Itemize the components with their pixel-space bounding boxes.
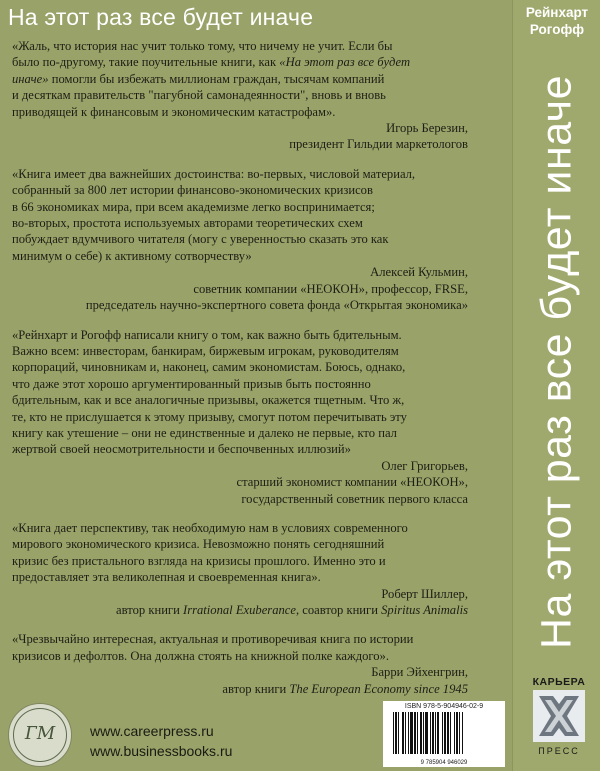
quote-line: корпораций, чиновникам и, наконец, самим экономистам. Боюсь, однако, [12,360,406,375]
quote-line: книгу как утешение – они не единственные и далеко не первые, кто пал [12,425,397,440]
barcode-bar [435,712,436,754]
quote-line: в 66 экономиках мира, при всем академизме легко воспринимается; [12,199,375,214]
quote-line: «Жаль, что история нас учит только тому, что ничему не учит. Если бы [12,39,393,53]
back-cover-title: На этот раз все будет иначе [8,4,314,30]
quote-line: что даже этот хорошо аргументированный призыв быть постоянно [12,376,371,391]
isbn-text: ISBN 978-5-904946-02-9 [404,703,484,710]
attribution-title: автор книги The European Economy since 1945 [222,681,468,696]
quote-grigoriev [12,327,502,507]
quote-attribution [12,120,502,153]
barcode-bar [450,712,451,754]
barcode-bar [423,712,424,754]
quote-line: те, кто не прислушается к этому призыву, смогут потом перечитывать эту [12,409,407,424]
quote-kulmin [12,166,502,314]
spine-author-1: Рейнхарт [525,5,589,20]
quote-attribution [12,664,502,697]
quote-text [12,520,502,586]
guild-seal-logo [8,703,72,767]
quote-line: «Книга дает перспективу, так необходимую нам в условиях современного [12,520,408,535]
barcode-bar [459,712,460,754]
publisher-mark-icon [533,690,585,742]
attribution-name: Барри Эйхенгрин, [371,665,468,680]
attribution-title: советник компании «НЕОКОН», профессор, FRSE, [193,281,468,296]
quote-line: приводящей к финансовым и экономическим катастрофам». [12,104,336,119]
attribution-title: государственный советник первого класса [241,491,468,506]
attribution-name: Алексей Кульмин, [370,265,468,280]
barcode-bar [442,712,443,754]
quote-line: было по-другому, такие поучительные книги, как «На этот раз все будет [12,55,411,70]
website-links [90,721,232,761]
quote-line: «Чрезвычайно интересная, актуальная и противоречивая книга по истории [12,632,414,647]
attribution-name: Олег Григорьев, [381,458,468,473]
quote-line: иначе» помогли бы избежать миллионам граждан, тысячам компаний [12,71,385,86]
barcode-bar [456,712,458,754]
quote-text [12,166,502,264]
barcode-bar [398,712,399,754]
barcode-bar [414,712,416,754]
quote-line: мирового экономического кризиса. Невозможно понять сегодняшний [12,537,385,552]
spine-title: На этот раз все будет иначе [532,75,581,649]
barcode-bar [444,712,446,754]
publisher-logo [529,676,589,766]
barcode-bar [420,712,422,754]
barcode-bar [393,712,394,754]
attribution-title: председатель научно-экспертного совета фонда «Открытая экономика» [85,298,468,313]
quote-line: Важно всем: инвесторам, банкирам, биржевым игрокам, руководителям [12,343,399,358]
quote-text [12,631,502,664]
isbn-barcode [383,701,505,767]
url-businessbooks: www.businessbooks.ru [90,743,233,759]
seal-monogram: ГМ [24,723,56,744]
attribution-title: старший экономист компании «НЕОКОН», [236,475,468,490]
url-careerpress: www.careerpress.ru [90,723,214,739]
barcode-bar [432,712,434,754]
attribution-title: автор книги Irrational Exuberance, соавтор книги Spiritus Animalis [116,603,468,617]
barcode-bar [437,712,439,754]
quote-line: собранный за 800 лет истории финансово-экономических кризисов [12,183,373,198]
quote-shiller [12,520,502,618]
barcode-bar [405,712,406,754]
quote-text [12,327,502,458]
quote-line: побуждает вдумчивого читателя (могу с уверенностью сказать это как [12,232,389,247]
barcode-bars [391,712,497,758]
quote-line: кризисов и дефолтов. Она должна стоять на книжной полке каждого». [12,648,390,663]
quote-line: «Рейнхарт и Рогофф написали книгу о том, как важно быть бдительным. [12,327,402,342]
attribution-name: Роберт Шиллер, [381,586,468,601]
barcode-bar [425,712,428,754]
barcode-bar [430,712,431,754]
barcode-bar [408,712,409,754]
barcode-bar [447,712,449,754]
quote-line: бдительным, как и все аналогичные призывы, окажется тщетным. Что ж, [12,393,405,408]
publisher-sub: ПРЕСС [538,746,580,756]
quote-line: во-вторых, простота используемых авторами теоретических схем [12,216,363,231]
spine-title-area [513,62,600,662]
quote-line: минимум о себе) к активному сотворчеству» [12,248,252,263]
book-spine [512,0,600,771]
barcode-number: 9 785904 946029 [420,760,468,766]
quote-attribution [12,458,502,507]
barcode-bar [402,712,404,754]
quote-text [12,38,502,120]
spine-authors [513,4,600,38]
attribution-title: президент Гильдии маркетологов [289,137,468,152]
barcode-bar [454,712,455,754]
quotes-list [12,38,502,710]
publisher-name: КАРЬЕРА [532,676,586,688]
barcode-bar [410,712,413,754]
quote-line: кризис без пристального взгляда на кризисы прошлого. Именно это и [12,553,386,568]
barcode-bar [462,712,463,754]
quote-attribution [12,264,502,313]
quote-line: «Книга имеет два важнейших достоинства: во-первых, числовой материал, [12,166,416,181]
barcode-bar [417,712,418,754]
quote-eichengreen [12,631,502,697]
quote-line: предоставляет эта великолепная и своевременная книга». [12,570,321,585]
quote-line: и десяткам правительств "пагубной самонадеянности", вновь и вновь [12,88,386,103]
quote-attribution [12,586,502,619]
spine-author-2: Рогофф [529,22,585,37]
attribution-name: Игорь Березин, [386,121,468,136]
quote-line: жертвой своей неосмотрительности и беспочвенных иллюзий» [12,442,351,457]
quote-berezin [12,38,502,153]
barcode-bar [395,712,397,754]
